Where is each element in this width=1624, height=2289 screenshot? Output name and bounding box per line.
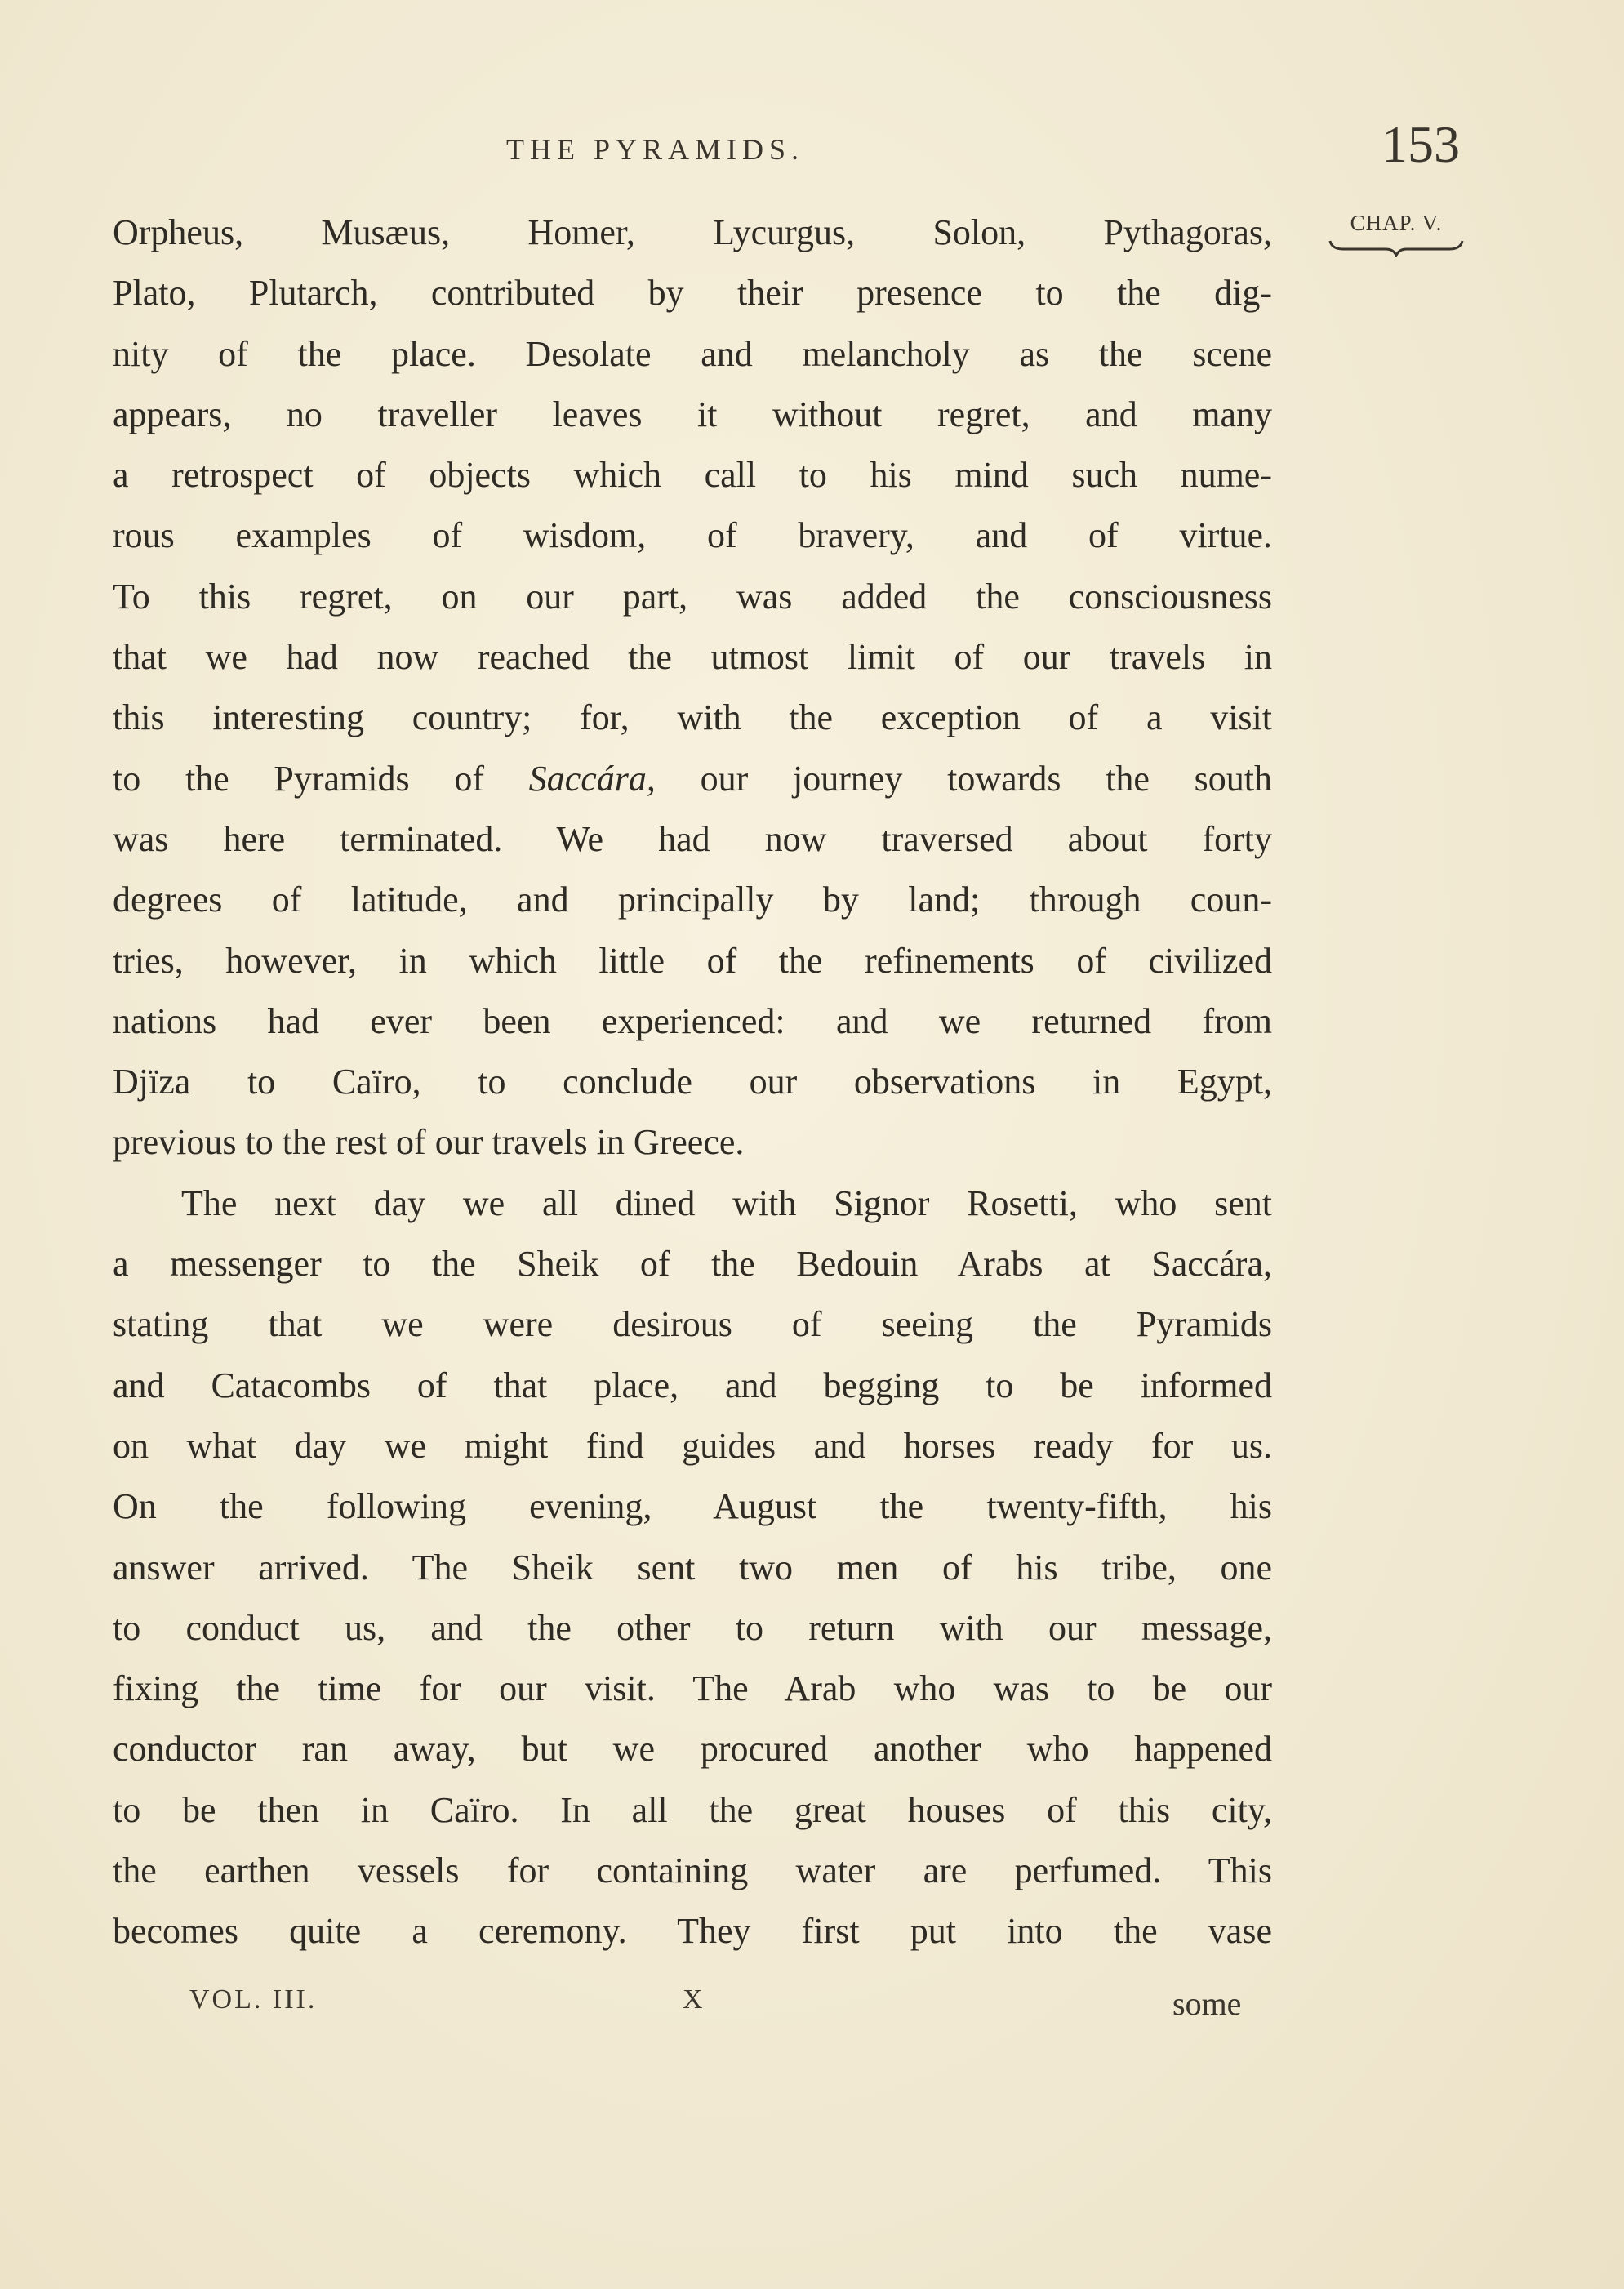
italic-place-name: Saccára, (528, 758, 656, 799)
body-text (113, 203, 1272, 1962)
running-title: THE PYRAMIDS. (506, 133, 805, 166)
text-line: to conduct us, and the other to return with our message, (113, 1607, 1272, 1648)
page-footer (0, 1984, 1624, 2033)
text-line: appears, no traveller leaves it without regret, and many (113, 394, 1272, 434)
brace-icon (1327, 238, 1466, 257)
text-line: on what day we might find guides and horses ready for us. (113, 1425, 1272, 1466)
text-line: a retrospect of objects which call to his mind such nume- (113, 455, 1272, 496)
text-line: was here terminated. We had now traversed about forty (113, 818, 1272, 859)
chapter-label: CHAP. V. (1350, 211, 1443, 235)
text-line: conductor ran away, but we procured another who happened (113, 1729, 1272, 1770)
page-number: 153 (1382, 115, 1460, 173)
text-segment: our journey towards the south (655, 758, 1273, 799)
chapter-margin-note (1323, 211, 1470, 257)
text-line: degrees of latitude, and principally by land; through coun- (113, 880, 1272, 920)
text-line: and Catacombs of that place, and begging to be informed (113, 1365, 1272, 1405)
text-line: that we had now reached the utmost limit of our travels in (113, 637, 1272, 678)
text-line: this interesting country; for, with the exception of a visit (113, 697, 1272, 738)
catchword: some (1172, 1985, 1242, 2022)
text-line: tries, however, in which little of the refinements of civilized (113, 940, 1272, 981)
text-line: the earthen vessels for containing water are perfumed. This (113, 1850, 1272, 1891)
text-line: answer arrived. The Sheik sent two men of his tribe, one (113, 1547, 1272, 1588)
text-line: rous examples of wisdom, of bravery, and of virtue. (113, 515, 1272, 556)
text-line: Djïza to Caïro, to conclude our observations in Egypt, (113, 1062, 1272, 1102)
text-line: nity of the place. Desolate and melancholy as the scene (113, 333, 1272, 374)
text-line-paragraph-end: previous to the rest of our travels in Greece. (113, 1122, 745, 1163)
text-line-paragraph-start: The next day we all dined with Signor Rosetti, who sent (181, 1182, 1272, 1223)
text-line: becomes quite a ceremony. They first put into the vase (113, 1911, 1272, 1952)
text-line: On the following evening, August the twenty-fifth, his (113, 1486, 1272, 1527)
signature-volume: VOL. III. (189, 1984, 318, 2015)
text-segment: to the Pyramids of (113, 758, 529, 799)
text-line: stating that we were desirous of seeing the Pyramids (113, 1304, 1272, 1345)
text-line-with-italic (113, 749, 1272, 809)
text-line: Orpheus, Musæus, Homer, Lycurgus, Solon, Pythagoras, (113, 212, 1272, 252)
text-line: Plato, Plutarch, contributed by their presence to the dig- (113, 273, 1272, 314)
text-line: to be then in Caïro. In all the great houses of this city, (113, 1789, 1272, 1830)
text-line: To this regret, on our part, was added the consciousness (113, 576, 1272, 617)
text-line: nations had ever been experienced: and we returned from (113, 1000, 1272, 1041)
text-line: a messenger to the Sheik of the Bedouin Arabs at Saccára, (113, 1244, 1272, 1285)
signature-mark: X (683, 1984, 703, 2015)
text-line: fixing the time for our visit. The Arab who was to be our (113, 1668, 1272, 1709)
